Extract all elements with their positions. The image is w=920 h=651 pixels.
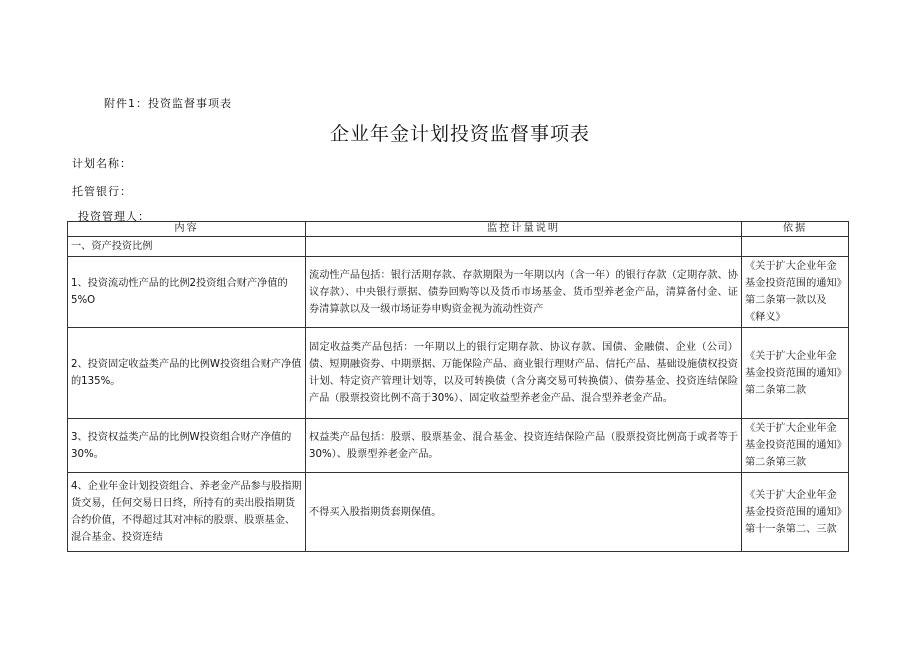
table-row [68, 257, 849, 328]
row-content: 2、投资固定收益类产品的比例W投资组合财产净值的135%。 [68, 328, 306, 419]
section-title: 一、资产投资比例 [68, 237, 306, 257]
table-header-row [68, 222, 849, 237]
plan-name-label: 计划名称： [72, 157, 132, 170]
row-desc: 固定收益类产品包括：一年期以上的银行定期存款、协议存款、国债、金融债、企业（公司）债、短期融资券、中期票据、万能保险产品、商业银行理财产品、信托产品、基础设施债权投资计划、特定资产管理计划等，以及可转换债（含分离交易可转换债）、债券基金、投资连结保险产品（股票投资比例不高于30%）、固定收益型养老金产品、混合型养老金产品。 [306, 328, 742, 419]
column-header-desc: 监控计量说明 [306, 222, 742, 237]
page-title: 企业年金计划投资监督事项表 [329, 123, 590, 145]
column-header-basis: 依据 [742, 222, 849, 237]
row-basis: 《关于扩大企业年金基金投资范围的通知》第二条第一款以及《释义》 [742, 257, 849, 328]
row-basis: 《关于扩大企业年金基金投资范围的通知》第十一条第二、三款 [742, 473, 849, 552]
table-row [68, 328, 849, 419]
row-desc: 流动性产品包括：银行活期存款、存款期限为一年期以内（含一年）的银行存款（定期存款、协议存款）、中央银行票据、债券回购等以及货币市场基金、货币型养老金产品，清算备付金、证券清算款以及一级市场证券申购资金视为流动性资产 [306, 257, 742, 328]
table-row [68, 473, 849, 552]
custodian-label: 托管银行： [72, 185, 132, 198]
row-basis: 《关于扩大企业年金基金投资范围的通知》第二条第三款 [742, 419, 849, 473]
supervision-table [67, 221, 849, 552]
attachment-label: 附件1：投资监督事项表 [104, 97, 232, 110]
row-desc: 不得买入股指期货套期保值。 [306, 473, 742, 552]
row-content: 1、投资流动性产品的比例2投资组合财产净值的5%O [68, 257, 306, 328]
section-row [68, 237, 849, 257]
row-desc: 权益类产品包括：股票、股票基金、混合基金、投资连结保险产品（股票投资比例高于或者等于30%）、股票型养老金产品。 [306, 419, 742, 473]
empty-cell [306, 237, 742, 257]
row-content: 4、企业年金计划投资组合、养老金产品参与股指期货交易，任何交易日日终，所持有的卖出股指期货合约价值，不得超过其对冲标的股票、股票基金、混合基金、投资连结 [68, 473, 306, 552]
table-row [68, 419, 849, 473]
manager-label: 投资管理人： [78, 210, 150, 223]
row-basis: 《关于扩大企业年金基金投资范围的通知》第二条第二款 [742, 328, 849, 419]
column-header-content: 内容 [68, 222, 306, 237]
row-content: 3、投资权益类产品的比例W投资组合财产净值的30%。 [68, 419, 306, 473]
empty-cell [742, 237, 849, 257]
